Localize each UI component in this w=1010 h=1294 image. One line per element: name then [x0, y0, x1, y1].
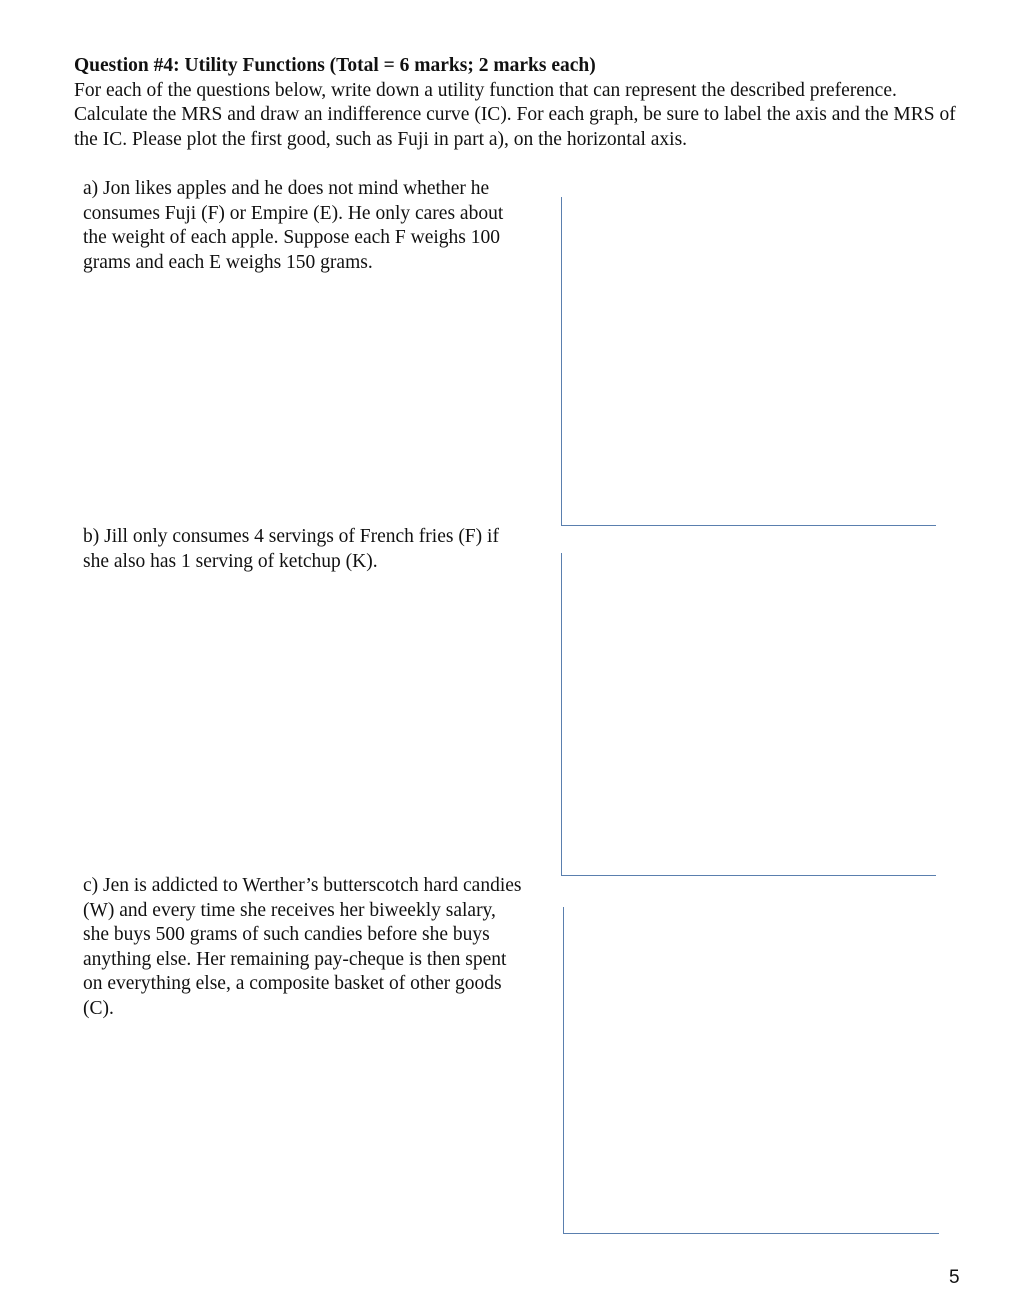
- graph-axes-c: [563, 907, 939, 1234]
- question-header: [74, 54, 974, 152]
- question-b-text: b) Jill only consumes 4 servings of French fries (F) if she also has 1 serving of ketchup (K).: [83, 526, 499, 572]
- page-number: 5: [949, 1267, 960, 1288]
- graph-axes-b: [561, 553, 936, 876]
- question-a-text: a) Jon likes apples and he does not mind whether he consumes Fuji (F) or Empire (E). He only cares about the weight of each apple. Suppose each F weighs 100 grams and each E weighs 150 grams.: [83, 178, 504, 273]
- question-title: Question #4: Utility Functions (Total = 6 marks; 2 marks each): [74, 55, 596, 76]
- graph-axes-a: [561, 197, 936, 526]
- question-c-text: c) Jen is addicted to Werther’s butterscotch hard candies (W) and every time she receives her biweekly salary, she buys 500 grams of such candies before she buys anything else. Her remaining pay-cheque is then spent on everything else, a composite basket of other goods (C).: [83, 875, 522, 1019]
- question-instructions: For each of the questions below, write down a utility function that can represent the described preference. Calculate the MRS and draw an indifference curve (IC). For each graph, be sure to label the axis and the MRS of the IC. Please plot the first good, such as Fuji in part a), on the horizontal axis.: [74, 79, 956, 150]
